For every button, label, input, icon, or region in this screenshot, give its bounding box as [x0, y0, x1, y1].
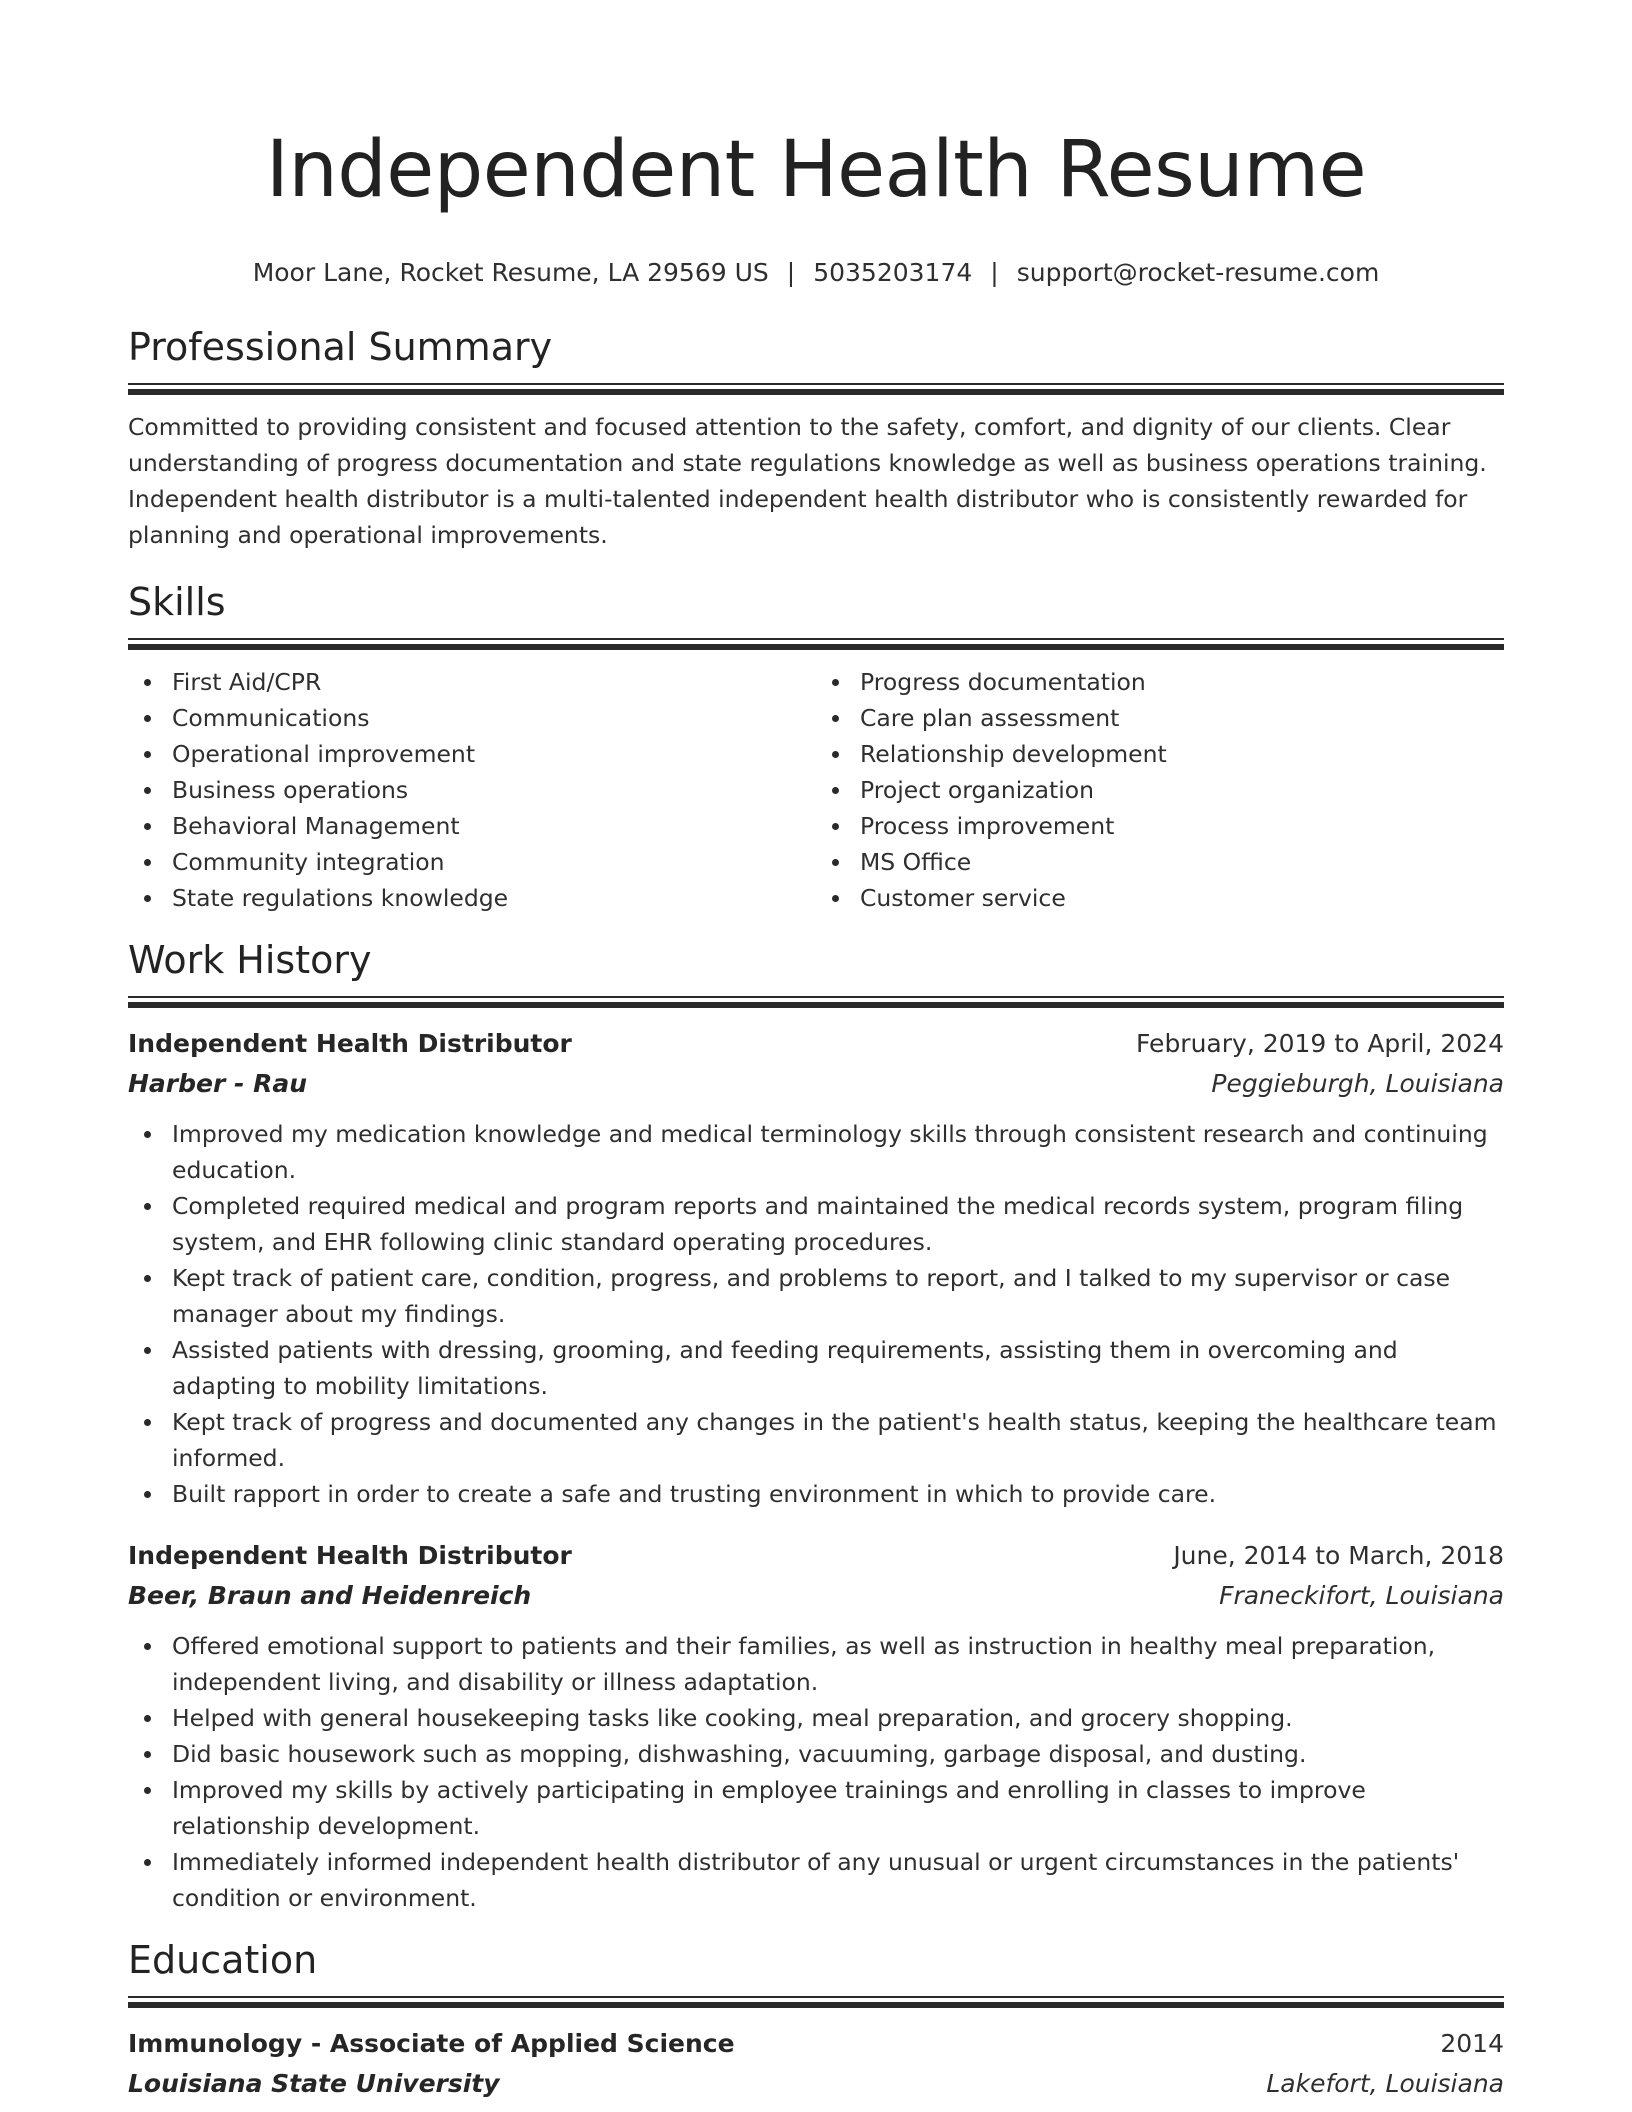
job-dates: February, 2019 to April, 2024 [1136, 1029, 1504, 1058]
job-entry [128, 1024, 1504, 1512]
job-bullet: Did basic housework such as mopping, dishwashing, vacuuming, garbage disposal, and dusting. [172, 1736, 1504, 1772]
summary-heading: Professional Summary [128, 325, 553, 369]
job-bullet: Completed required medical and program reports and maintained the medical records system, program filing system, and EHR following clinic standard operating procedures. [172, 1188, 1504, 1260]
education-subheader [128, 2064, 1504, 2104]
job-location: Peggieburgh, Louisiana [1211, 1069, 1504, 1098]
summary-text: Committed to providing consistent and focused attention to the safety, comfort, and dignity of our clients. Clear understanding of progress documentation and state regulations knowledge as well as business operations training. Independent health distributor is a multi-talented independent health distributor who is consistently rewarded for planning and operational improvements. [128, 413, 1487, 549]
job-bullet: Kept track of progress and documented any changes in the patient's health status, keeping the healthcare team informed. [172, 1404, 1504, 1476]
skill-item: Relationship development [860, 736, 1504, 772]
job-bullet: Offered emotional support to patients and their families, as well as instruction in healthy meal preparation, independent living, and disability or illness adaptation. [172, 1628, 1504, 1700]
skills-heading: Skills [128, 580, 226, 624]
education-heading: Education [128, 1938, 318, 1982]
summary-section [128, 323, 1504, 553]
skills-columns [128, 664, 1504, 916]
job-title: Independent Health Distributor [128, 1029, 572, 1058]
job-dates: June, 2014 to March, 2018 [1173, 1541, 1504, 1570]
work-heading: Work History [128, 938, 372, 982]
job-header [128, 1536, 1504, 1576]
job-bullet: Helped with general housekeeping tasks like cooking, meal preparation, and grocery shopping. [172, 1700, 1504, 1736]
education-header [128, 2024, 1504, 2064]
education-year: 2014 [1440, 2029, 1504, 2058]
job-subheader [128, 1576, 1504, 1616]
job-bullet: Built rapport in order to create a safe and trusting environment in which to provide care. [172, 1476, 1504, 1512]
job-bullets [128, 1628, 1504, 1916]
resume-name: Independent Health Resume [265, 125, 1367, 215]
work-section [128, 936, 1504, 1916]
job-company: Beer, Braun and Heidenreich [128, 1581, 532, 1610]
job-header [128, 1024, 1504, 1064]
skill-item: Progress documentation [860, 664, 1504, 700]
skill-item: Behavioral Management [172, 808, 816, 844]
skill-item: Community integration [172, 844, 816, 880]
contact-phone: 5035203174 [813, 258, 973, 287]
education-school: Louisiana State University [128, 2069, 500, 2098]
skill-item: Process improvement [860, 808, 1504, 844]
skill-item: Operational improvement [172, 736, 816, 772]
job-title: Independent Health Distributor [128, 1541, 572, 1570]
contact-line [128, 256, 1504, 290]
education-section [128, 1936, 1504, 2104]
job-entry [128, 1536, 1504, 1916]
section-divider [128, 383, 1504, 395]
job-bullet: Improved my skills by actively participating in employee trainings and enrolling in classes to improve relationship development. [172, 1772, 1504, 1844]
skill-item: Care plan assessment [860, 700, 1504, 736]
job-subheader [128, 1064, 1504, 1104]
contact-separator: | [786, 258, 796, 287]
job-bullet: Assisted patients with dressing, grooming, and feeding requirements, assisting them in overcoming and adapting to mobility limitations. [172, 1332, 1504, 1404]
skill-item: Communications [172, 700, 816, 736]
skill-item: Business operations [172, 772, 816, 808]
skills-left-list [128, 664, 816, 916]
job-location: Franeckifort, Louisiana [1219, 1581, 1504, 1610]
contact-email: support@rocket-resume.com [1016, 258, 1380, 287]
contact-separator: | [990, 258, 999, 287]
section-divider [128, 638, 1504, 650]
section-divider [128, 996, 1504, 1008]
job-company: Harber - Rau [128, 1069, 308, 1098]
skill-item: Project organization [860, 772, 1504, 808]
job-bullet: Improved my medication knowledge and medical terminology skills through consistent research and continuing education. [172, 1116, 1504, 1188]
skill-item: Customer service [860, 880, 1504, 916]
job-bullet: Immediately informed independent health distributor of any unusual or urgent circumstances in the patients' condition or environment. [172, 1844, 1504, 1916]
skills-right-list [816, 664, 1504, 916]
education-degree: Immunology - Associate of Applied Science [128, 2029, 735, 2058]
skill-item: First Aid/CPR [172, 664, 816, 700]
education-location: Lakefort, Louisiana [1266, 2069, 1504, 2098]
education-entry [128, 2024, 1504, 2104]
skill-item: State regulations knowledge [172, 880, 816, 916]
skill-item: MS Office [860, 844, 1504, 880]
job-bullets [128, 1116, 1504, 1512]
resume-page [128, 0, 1504, 2104]
skills-section [128, 578, 1504, 916]
section-divider [128, 1996, 1504, 2008]
contact-address: Moor Lane, Rocket Resume, LA 29569 US [252, 258, 769, 287]
job-bullet: Kept track of patient care, condition, progress, and problems to report, and I talked to my supervisor or case manager about my findings. [172, 1260, 1504, 1332]
